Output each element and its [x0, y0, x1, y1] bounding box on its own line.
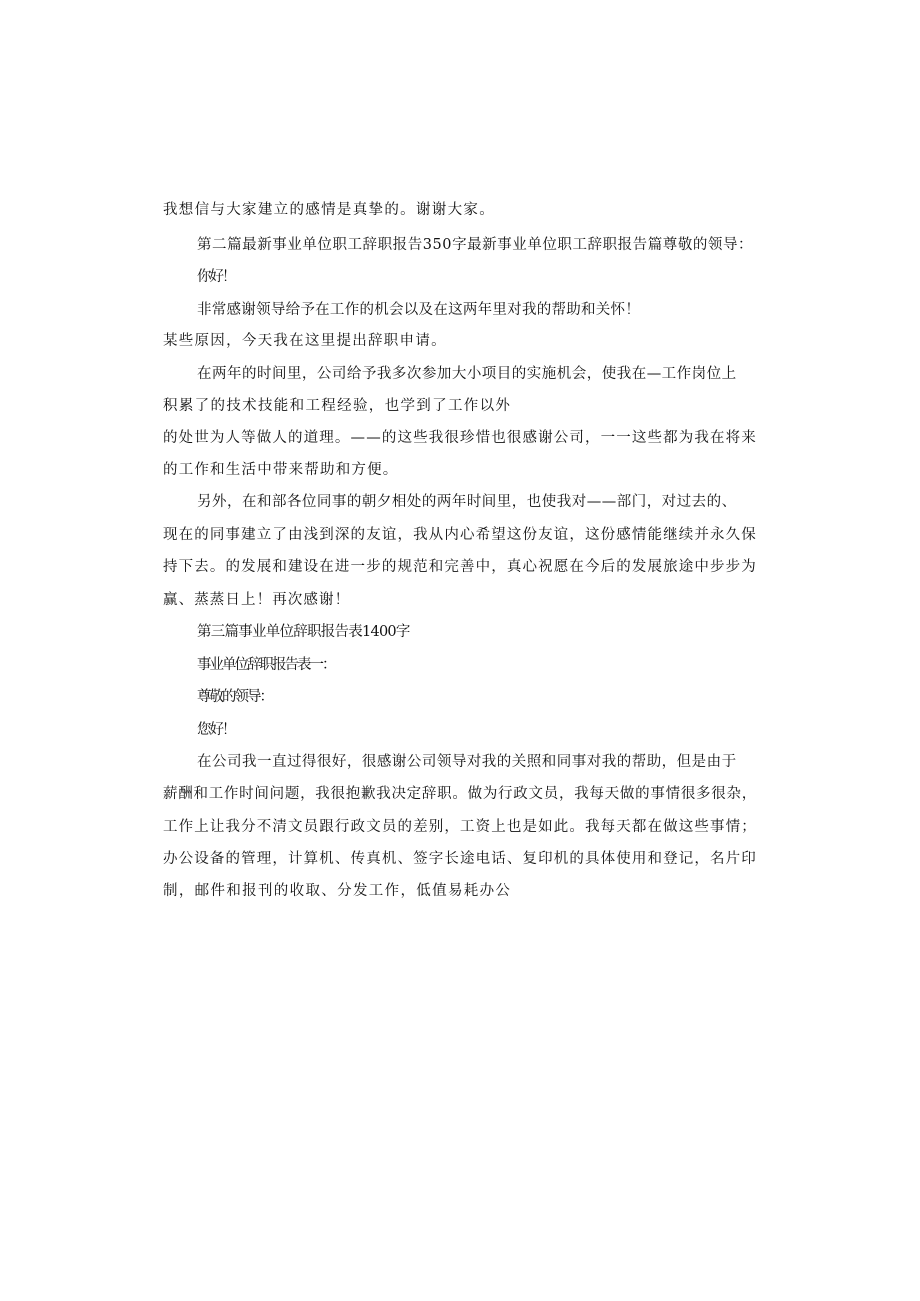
- text-line: 积累了的技术技能和工程经验，也学到了工作以外: [163, 398, 512, 414]
- text-line: 制，邮件和报刊的收取、分发工作，低值易耗办公: [163, 883, 512, 899]
- text-line: 你好！: [197, 269, 235, 285]
- text-line: 某些原因，今天我在这里提出辞职申请。: [163, 333, 447, 349]
- text-line: 另外，在和部各位同事的朝夕相处的两年时间里，也使我对——部门，对过去的、: [197, 494, 737, 510]
- text-line: 工作上让我分不清文员跟行政文员的差别，工资上也是如此。我每天都在做这些事情；: [163, 819, 757, 835]
- text-line: 我想信与大家建立的感情是真挚的。谢谢大家。: [163, 202, 496, 218]
- text-line: 第二篇最新事业单位职工辞职报告350字最新事业单位职工辞职报告篇尊敬的领导：: [197, 237, 754, 253]
- text-line: 赢、蒸蒸日上！再次感谢！: [163, 592, 351, 608]
- text-line: 的工作和生活中带来帮助和方便。: [163, 462, 399, 478]
- text-line: 薪酬和工作时间问题，我很抱歉我决定辞职。做为行政文员，我每天做的事情很多很杂，: [163, 786, 757, 802]
- text-line: 在公司我一直过得很好，很感谢公司领导对我的关照和同事对我的帮助，但是由于: [197, 754, 737, 770]
- text-line: 在两年的时间里，公司给予我多次参加大小项目的实施机会，使我在—工作岗位上: [197, 366, 737, 382]
- text-line: 非常感谢领导给予在工作的机会以及在这两年里对我的帮助和关怀！: [197, 302, 641, 318]
- text-line: 持下去。的发展和建设在进一步的规范和完善中，真心祝愿在今后的发展旅途中步步为: [163, 559, 757, 575]
- text-line: 现在的同事建立了由浅到深的友谊，我从内心希望这份友谊，这份感情能继续并永久保: [163, 527, 757, 543]
- text-line: 事业单位辞职报告表一：: [197, 657, 335, 673]
- text-line: 您好！: [197, 722, 235, 738]
- section-heading: 第三篇事业单位辞职报告表1400字: [197, 624, 410, 640]
- text-line: 的处世为人等做人的道理。——的这些我很珍惜也很感谢公司，一一这些都为我在将来: [163, 430, 757, 446]
- text-line: 办公设备的管理，计算机、传真机、签字长途电话、复印机的具体使用和登记，名片印: [163, 851, 757, 867]
- text-line: 尊敬的领导：: [197, 689, 272, 705]
